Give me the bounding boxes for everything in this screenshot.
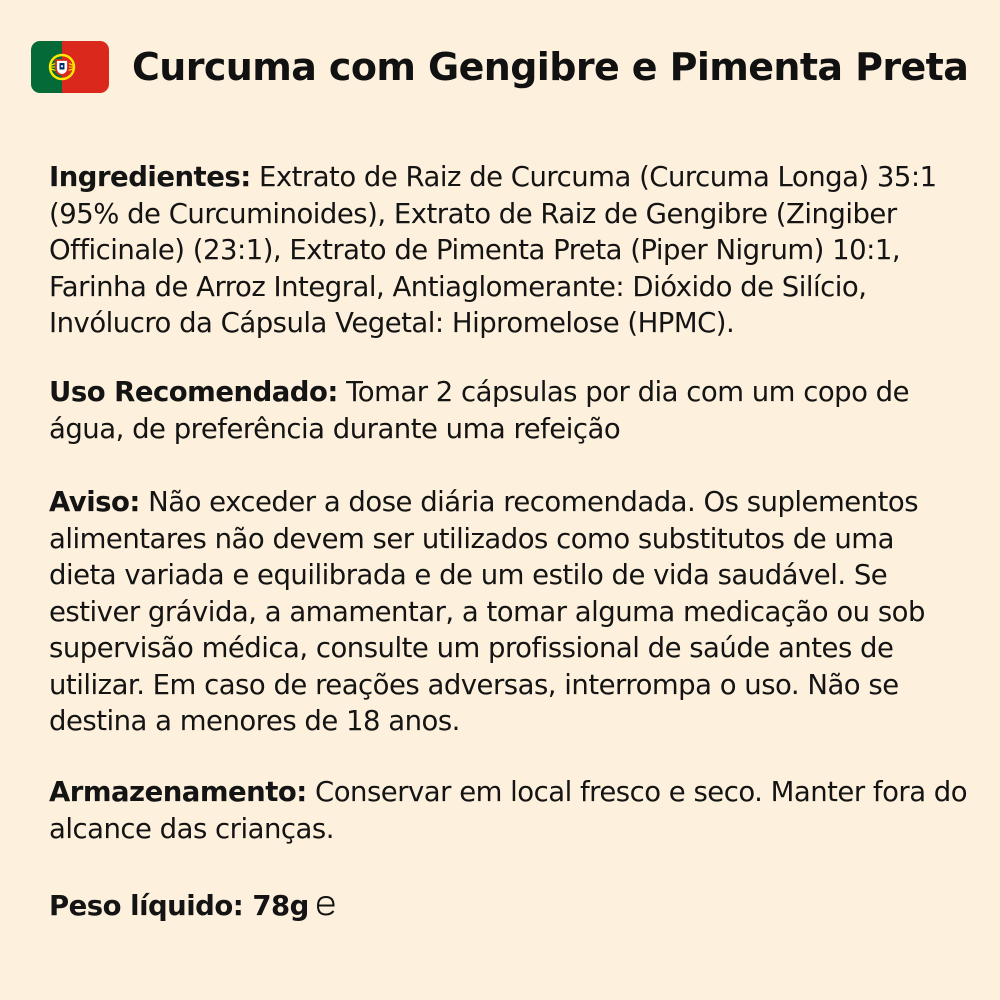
net-weight [49, 888, 337, 924]
ingredients-label: Ingredientes: [49, 161, 251, 193]
warning-section [49, 484, 969, 740]
estimated-sign-icon [315, 892, 337, 918]
usage-text: Tomar 2 cápsulas por dia com um copo de água, de preferência durante uma refeição [49, 376, 910, 445]
ingredients-text: Extrato de Raiz de Curcuma (Curcuma Longa) 35:1 (95% de Curcuminoides), Extrato de Raiz de Gengibre (Zingiber Officinale) (23:1), Extrato de Pimenta Preta (Piper Nigrum) 10:1, Farinha de Arroz Integral, Antiaglomerante: Dióxido de Silício, Invólucro da Cápsula Vegetal: Hipromelose (HPMC). [49, 161, 937, 339]
storage-label: Armazenamento: [49, 776, 307, 808]
header [31, 38, 970, 96]
usage-label: Uso Recomendado: [49, 376, 338, 408]
ingredients-section [49, 159, 969, 342]
storage-section [49, 774, 969, 847]
storage-text: Conservar em local fresco e seco. Manter fora do alcance das crianças. [49, 776, 968, 845]
net-weight-label: Peso líquido: 78g [49, 890, 309, 922]
page-title: Curcuma com Gengibre e Pimenta Preta [132, 45, 969, 89]
warning-text: Não exceder a dose diária recomendada. Os suplementos alimentares não devem ser utilizados como substitutos de uma dieta variada e equilibrada e de um estilo de vida saudável. Se estiver grávida, a amamentar, a tomar alguma medicação ou sob supervisão médica, consulte um profissional de saúde antes de utilizar. Em caso de reações adversas, interrompa o uso. Não se destina a menores de 18 anos. [49, 486, 925, 737]
usage-section [49, 374, 969, 447]
warning-label: Aviso: [49, 486, 140, 518]
portugal-flag-icon [31, 41, 109, 93]
